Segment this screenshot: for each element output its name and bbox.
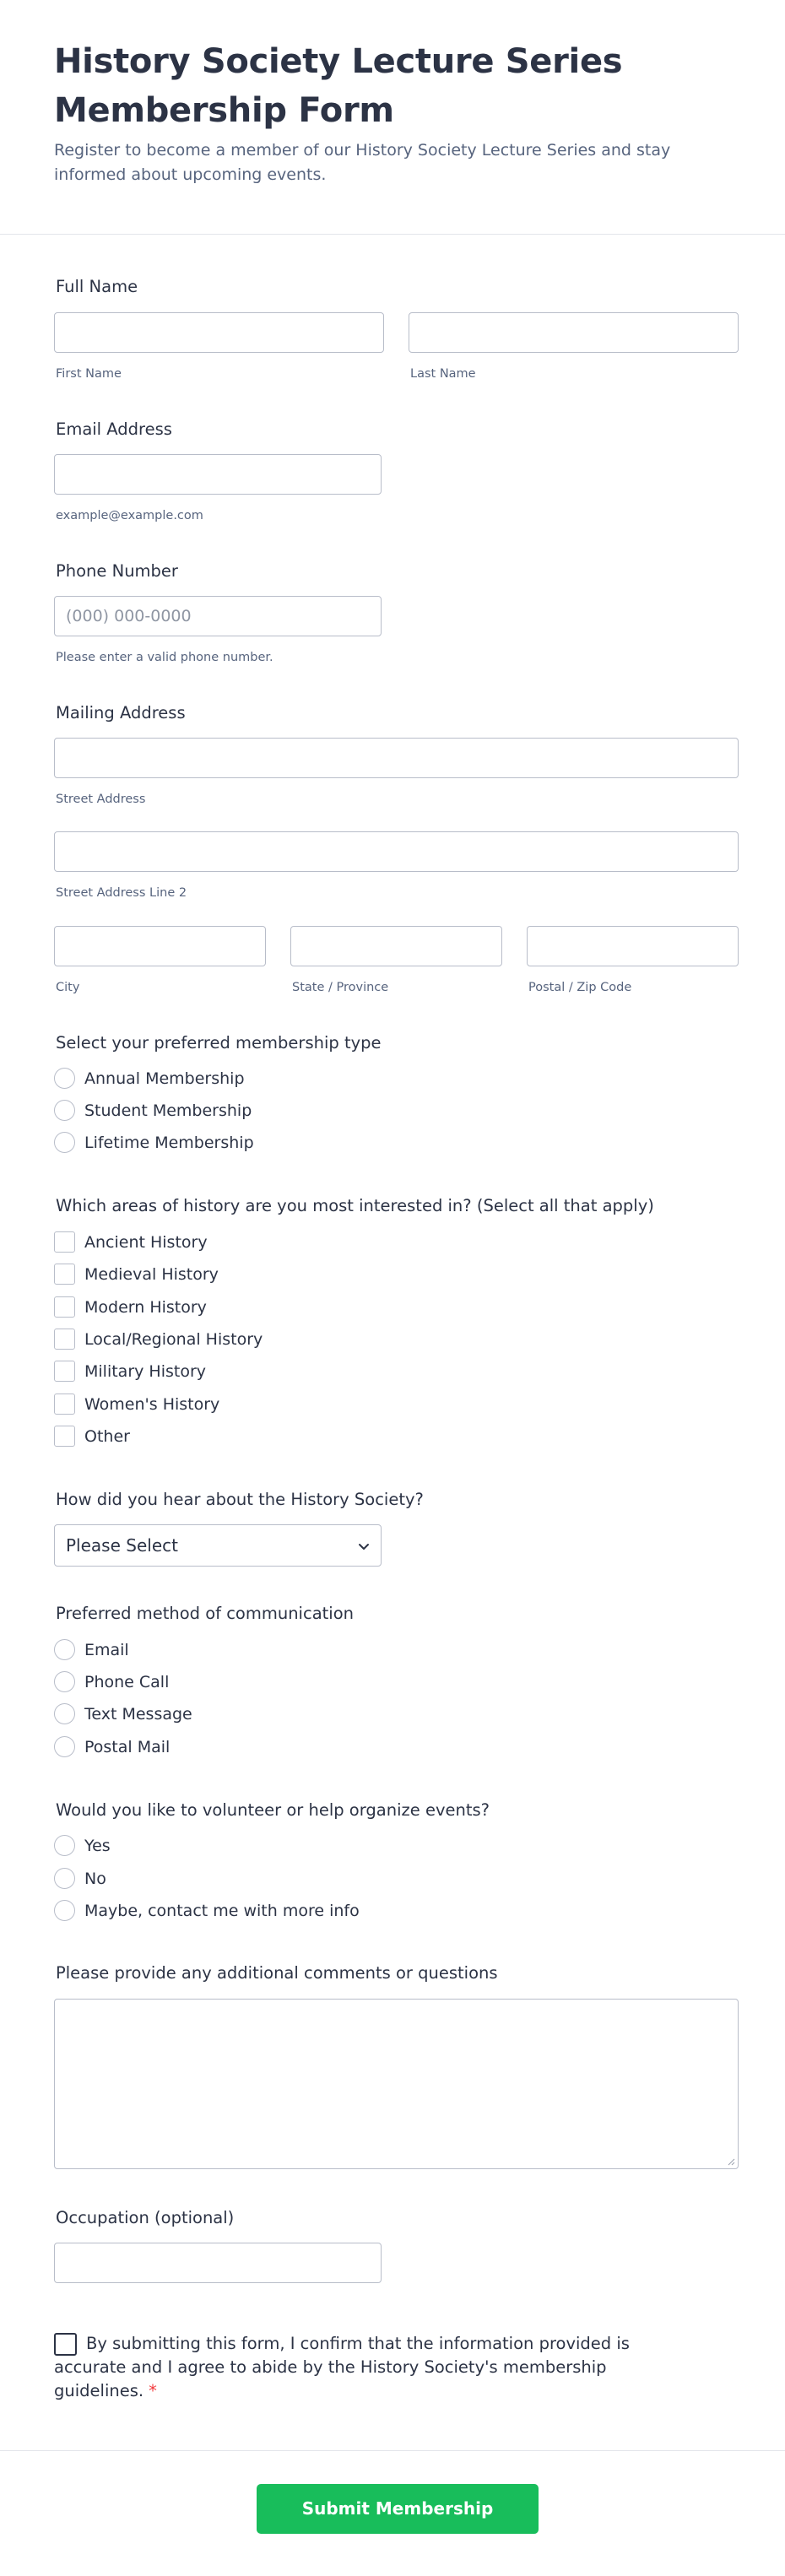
radio-volunteer-yes[interactable] — [54, 1835, 75, 1856]
checkbox-medieval-history[interactable] — [54, 1264, 75, 1285]
option-label: Other — [84, 1427, 130, 1446]
option-label: No — [84, 1870, 106, 1888]
zip-input[interactable] — [527, 926, 739, 966]
checkbox-ancient-history[interactable] — [54, 1231, 75, 1253]
last-name-sublabel: Last Name — [410, 367, 476, 381]
first-name-sublabel: First Name — [56, 367, 122, 381]
checkbox-womens-history[interactable] — [54, 1394, 75, 1415]
phone-sublabel: Please enter a valid phone number. — [56, 651, 273, 664]
radio-phone-call[interactable] — [54, 1671, 75, 1692]
checkbox-other[interactable] — [54, 1426, 75, 1447]
occupation-input[interactable] — [54, 2243, 382, 2283]
option-label: Postal Mail — [84, 1738, 171, 1756]
option-label: Military History — [84, 1362, 207, 1381]
street-address-2-sublabel: Street Address Line 2 — [56, 886, 187, 900]
radio-text-message[interactable] — [54, 1703, 75, 1724]
referral-select[interactable] — [54, 1524, 382, 1567]
radio-student-membership[interactable] — [54, 1100, 75, 1121]
comments-textarea[interactable] — [54, 1999, 739, 2169]
membership-label: Select your preferred membership type — [56, 1033, 382, 1053]
radio-volunteer-maybe[interactable] — [54, 1900, 75, 1921]
option-label: Annual Membership — [84, 1069, 245, 1088]
checkbox-military-history[interactable] — [54, 1361, 75, 1382]
state-sublabel: State / Province — [292, 981, 389, 994]
option-label: Phone Call — [84, 1673, 170, 1691]
radio-postal-mail[interactable] — [54, 1736, 75, 1757]
full-name-label: Full Name — [56, 277, 138, 296]
referral-label: How did you hear about the History Society? — [56, 1490, 424, 1509]
option-label: Text Message — [84, 1705, 192, 1724]
chevron-down-icon — [357, 1540, 371, 1553]
option-label: Email — [84, 1641, 129, 1659]
communication-label: Preferred method of communication — [56, 1604, 354, 1623]
required-asterisk: * — [149, 2381, 157, 2400]
city-sublabel: City — [56, 981, 80, 994]
phone-input[interactable] — [54, 596, 382, 636]
page-subtitle: Register to become a member of our History Society Lecture Series and stay informed about upcoming events. — [54, 141, 671, 184]
terms-text: By submitting this form, I confirm that the information provided is accurate and I agree to abide by the History Society's membership guidelines. — [54, 2334, 630, 2400]
option-label: Lifetime Membership — [84, 1134, 254, 1152]
comments-label: Please provide any additional comments or questions — [56, 1963, 498, 1983]
email-label: Email Address — [56, 419, 172, 439]
checkbox-local-regional-history[interactable] — [54, 1329, 75, 1350]
submit-button[interactable]: Submit Membership Application — [257, 2484, 539, 2534]
volunteer-label: Would you like to volunteer or help organize events? — [56, 1800, 490, 1820]
city-input[interactable] — [54, 926, 266, 966]
option-label: Maybe, contact me with more info — [84, 1902, 360, 1920]
email-sublabel: example@example.com — [56, 509, 203, 522]
occupation-label: Occupation (optional) — [56, 2208, 235, 2227]
option-label: Student Membership — [84, 1101, 252, 1120]
radio-lifetime-membership[interactable] — [54, 1132, 75, 1153]
terms-label — [54, 2332, 636, 2403]
form-header — [0, 0, 785, 235]
phone-label: Phone Number — [56, 561, 178, 581]
option-label: Medieval History — [84, 1265, 219, 1284]
option-label: Modern History — [84, 1298, 207, 1317]
street-address-2-input[interactable] — [54, 831, 739, 872]
checkbox-modern-history[interactable] — [54, 1296, 75, 1318]
option-label: Ancient History — [84, 1233, 208, 1252]
phone-placeholder: (000) 000-0000 — [66, 607, 192, 625]
address-label: Mailing Address — [56, 703, 186, 722]
radio-email[interactable] — [54, 1639, 75, 1660]
resize-handle-icon[interactable] — [727, 2157, 735, 2166]
radio-volunteer-no[interactable] — [54, 1868, 75, 1889]
street-address-sublabel: Street Address — [56, 793, 146, 806]
radio-annual-membership[interactable] — [54, 1068, 75, 1089]
option-label: Yes — [84, 1837, 111, 1855]
interests-label: Which areas of history are you most interested in? (Select all that apply) — [56, 1196, 654, 1215]
referral-selected-value: Please Select — [66, 1535, 178, 1556]
option-label: Women's History — [84, 1395, 220, 1414]
last-name-input[interactable] — [409, 312, 739, 353]
zip-sublabel: Postal / Zip Code — [528, 981, 632, 994]
street-address-input[interactable] — [54, 738, 739, 778]
email-input[interactable] — [54, 454, 382, 495]
option-label: Local/Regional History — [84, 1330, 263, 1349]
first-name-input[interactable] — [54, 312, 384, 353]
state-input[interactable] — [290, 926, 502, 966]
page-title: History Society Lecture Series Membership Form — [54, 42, 623, 130]
